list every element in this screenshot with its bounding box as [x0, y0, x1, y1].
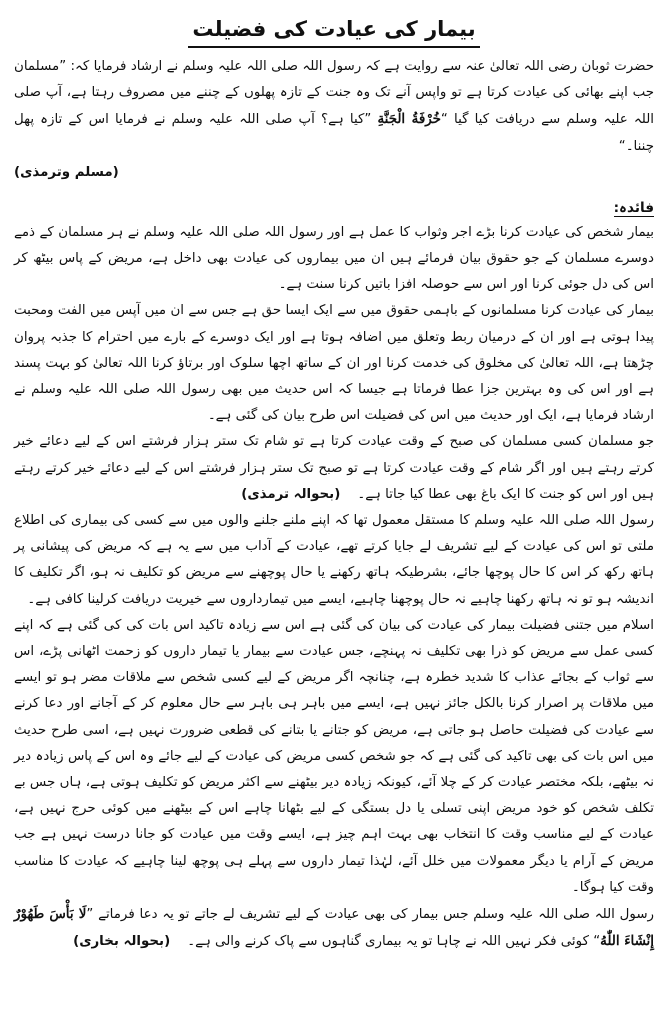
article-title: بیمار کی عیادت کی فضیلت [188, 14, 479, 48]
faida-heading-label: فائدہ: [613, 199, 654, 216]
hadith-text-1: حضرت ثوبان رضی اللہ تعالیٰ عنہ سے روایت ہے کہ رسول اللہ صلی اللہ علیہ وسلم نے ارشاد فرمایا کہ: ”مسلمان جب اپنے بھائی کی عیادت کرتا ہے تو واپس آنے تک وہ جنت کے تازہ پھلوں کے چننے میں مصروف رہتا ہے، آپ صلی اللہ علیہ وسلم سے دریافت کیا گیا “ [14, 59, 655, 128]
body-paragraph-3-text: جو مسلمان کسی مسلمان کی صبح کے وقت عیادت کرتا ہے تو شام تک ستر ہزار فرشتے اس کے لیے دعائے خیر کرتے رہتے ہیں اور اگر شام کے وقت عیادت کرتا ہے تو صبح تک ستر ہزار فرشتے اس کے لیے دعائے خیر کرتے رہتے ہیں اور اس کو جنت کا ایک باغ بھی عطا کیا جاتا ہے۔ [14, 434, 654, 502]
closing-paragraph [14, 901, 654, 955]
bukhari-reference: (بحوالہ بخاری) [73, 934, 171, 950]
body-paragraph-5: اسلام میں جتنی فضیلت بیمار کی عیادت کی بیان کی گئی ہے اس سے زیادہ تاکید اس بات کی کی گئی ہے کہ اپنے کسی عمل سے مریض کو ذرا بھی تکلیف نہ پہنچے، جس عیادت سے بیمار یا تیمار داروں کو زحمت اٹھانی پڑے، اس سے ثواب کے بجائے عذاب کا شدید خطرہ ہے، چنانچہ اگر مریض کے لیے کسی شخص سے ملاقات مضر ہو تو ایسے میں ملاقات پر اصرار کرنا بالکل جائز نہیں ہے، ایسے میں باہر ہی باہر سے حال معلوم کر کے آجانے اور دعا کرنے سے عیادت کی فضیلت حاصل ہو جاتی ہے، مریض کو جتانے یا بتانے کی قطعی ضرورت نہیں ہے، اسی طرح حدیث میں اس بات کی بھی تاکید کی گئی ہے کہ جو شخص کسی مریض کی عیادت کے لیے جائے وہ اس کے پاس زیادہ دیر نہ بیٹھے، بلکہ مختصر عیادت کر کے چلا آئے، کیونکہ زیادہ دیر بیٹھنے سے اکثر مریض کو تکلیف ہوتی ہے، ہاں جس بے تکلف شخص کو خود مریض اپنی تسلی یا دل بستگی کے لیے بٹھانا چاہے اس کے بیٹھنے میں کوئی حرج نہیں ہے، عیادت کے لیے مناسب وقت کا انتخاب بھی بہت اہم چیز ہے، ایسے وقت میں عیادت کو جانا درست نہیں ہے جب مریض کے آرام یا دیگر معمولات میں خلل آئے، لہٰذا تیمار داروں سے پہلے ہی پوچھ لینا چاہیے کہ عیادت کا مناسب وقت کیا ہوگا۔ [14, 617, 654, 895]
body-paragraph-1: بیمار شخص کی عیادت کرنا بڑے اجر وثواب کا عمل ہے اور رسول اللہ صلی اللہ علیہ وسلم نے ہر مسلمان کے ذمے دوسرے مسلمان کے جو حقوق بیان فرمائے ہیں ان میں بیماروں کی عیادت بھی داخل ہے، مریض کے پاس بیٹھ کر اس کی دل جوئی کرنا اور اس سے حوصلہ افزا باتیں کرنا سنت ہے۔ [14, 224, 654, 293]
body-paragraph-2: بیمار کی عیادت کرنا مسلمانوں کے باہمی حقوق میں سے ایک ایسا حق ہے جس سے ان میں آپس میں الفت ومحبت پیدا ہوتی ہے اور ان کے درمیان ربط وتعلق میں اضافہ ہوتا ہے اور ایک دوسرے کے بارے میں احترام کا جذبہ پروان چڑھتا ہے، اللہ تعالیٰ کی مخلوق کی خدمت کرنا اور ان کے ساتھ اچھا سلوک اور برتاؤ کرنا اللہ تعالیٰ کو بہت پسند ہے اور اس کی وہ بہترین جزا عطا فرماتا ہے جیسا کہ اس حدیث میں بھی رسول اللہ صلی اللہ علیہ وسلم نے ارشاد فرمایا ہے، ایک اور حدیث میں اس کی فضیلت اس طرح بیان کی گئی ہے۔ [14, 303, 654, 424]
closing-text-1: رسول اللہ صلی اللہ علیہ وسلم جس بیمار کی بھی عیادت کے لیے تشریف لے جاتے تو یہ دعا فرماتے ” [86, 907, 655, 923]
title-wrap [14, 14, 654, 48]
hadith-text-2: ”کیا ہے؟ آپ صلی اللہ علیہ وسلم نے فرمایا اس کے تازہ پھل چننا۔“ [14, 112, 654, 154]
body-paragraph-4: رسول اللہ صلی اللہ علیہ وسلم کا مستقل معمول تھا کہ اپنے ملنے جلنے والوں میں سے کسی کی بیماری کی اطلاع ملتی تو اس کی عیادت کے لیے تشریف لے جایا کرتے تھے، عیادت کے آداب میں سے یہ ہے کہ مریض کی پیشانی پر ہاتھ رکھ کر اس کا حال پوچھا جائے، بشرطیکہ ہاتھ رکھنے یا حال پوچھنے سے مریض کو تکلیف نہ ہو، اگر تکلیف کا اندیشہ ہو تو نہ ہاتھ رکھنا چاہیے نہ حال پوچھنا چاہیے، ایسے میں تیمارداروں سے خیریت دریافت کرلینا کافی ہے۔ [14, 513, 654, 607]
tirmidhi-reference: (بحوالہ ترمذی) [241, 486, 341, 502]
hadith-paragraph [14, 54, 654, 160]
closing-text-2: “ کوئی فکر نہیں اللہ نے چاہا تو یہ بیماری گناہوں سے پاک کرنے والی ہے۔ [187, 934, 601, 950]
faida-heading [14, 196, 654, 220]
closing-arabic-dua: لَا بَأْسَ طَهُوْرٌ إِنْشَاءَ اللّٰهُ [14, 906, 654, 950]
hadith-reference: (مسلم وترمذی) [14, 164, 119, 180]
hadith-arabic-term: خُرْفَةُ الْجَنَّةِ [377, 111, 441, 128]
body-paragraph-3 [14, 429, 654, 508]
